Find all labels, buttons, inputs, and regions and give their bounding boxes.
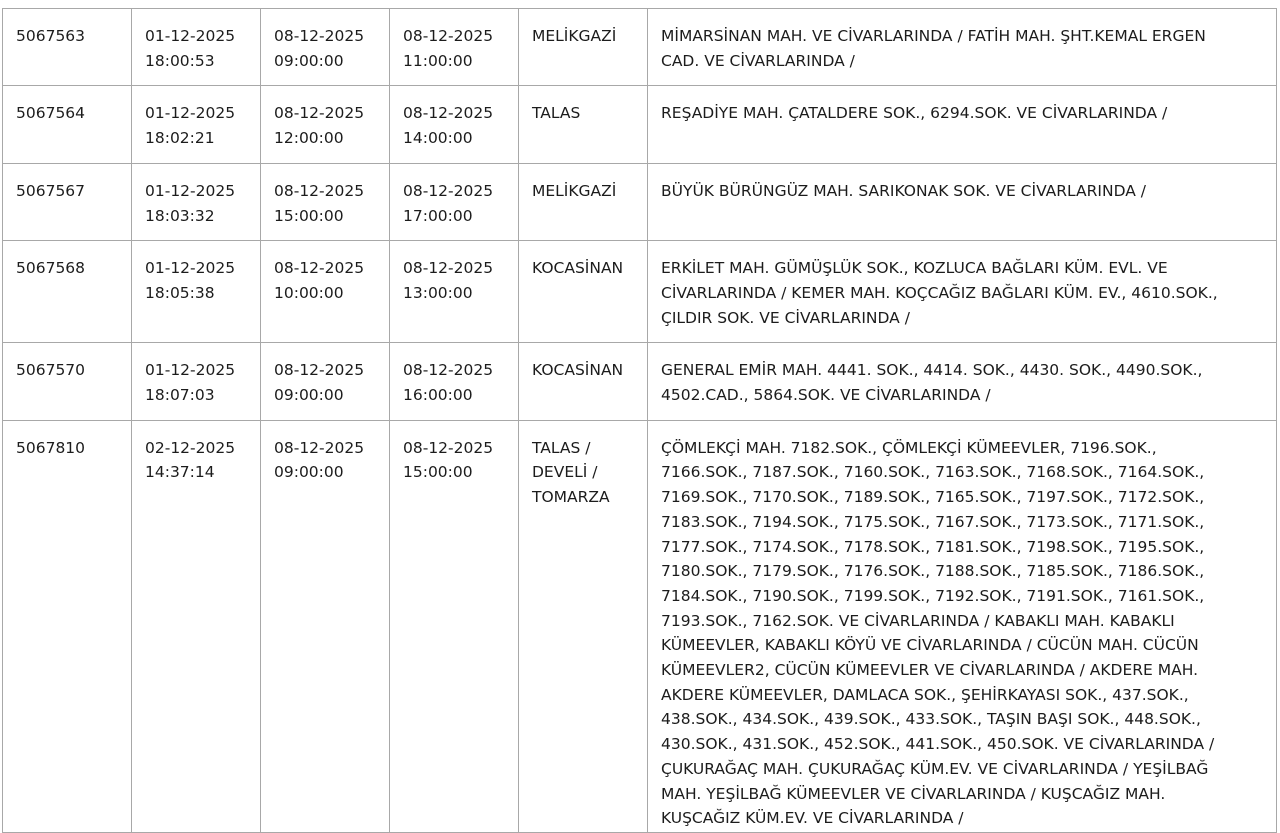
affected-area-cell: MİMARSİNAN MAH. VE CİVARLARINDA / FATİH MAH. ŞHT.KEMAL ERGEN CAD. VE CİVARLARINDA / [648, 9, 1277, 86]
recorded-time-cell: 01-12-2025 18:05:38 [132, 241, 261, 343]
start-time-cell: 08-12-2025 09:00:00 [261, 9, 390, 86]
table-row [3, 343, 1277, 420]
affected-area-cell: ÇÖMLEKÇİ MAH. 7182.SOK., ÇÖMLEKÇİ KÜMEEVLER, 7196.SOK., 7166.SOK., 7187.SOK., 7160.SOK., 7163.SOK., 7168.SOK., 7164.SOK., 7169.SOK., 7170.SOK., 7189.SOK., 7165.SOK., 7197.SOK., 7172.SOK., 7183.SOK., 7194.SOK., 7175.SOK., 7167.SOK., 7173.SOK., 7171.SOK., 7177.SOK., 7174.SOK., 7178.SOK., 7181.SOK., 7198.SOK., 7195.SOK., 7180.SOK., 7179.SOK., 7176.SOK., 7188.SOK., 7185.SOK., 7186.SOK., 7184.SOK., 7190.SOK., 7199.SOK., 7192.SOK., 7191.SOK., 7161.SOK., 7193.SOK., 7162.SOK. VE CİVARLARINDA / KABAKLI MAH. KABAKLI KÜMEEVLER, KABAKLI KÖYÜ VE CİVARLARINDA / CÜCÜN MAH. CÜCÜN KÜMEEVLER2, CÜCÜN KÜMEEVLER VE CİVARLARINDA / AKDERE MAH. AKDERE KÜMEEVLER, DAMLACA SOK., ŞEHİRKAYASI SOK., 437.SOK., 438.SOK., 434.SOK., 439.SOK., 433.SOK., TAŞIN BAŞI SOK., 448.SOK., 430.SOK., 431.SOK., 452.SOK., 441.SOK., 450.SOK. VE CİVARLARINDA / ÇUKURAĞAÇ MAH. ÇUKURAĞAÇ KÜM.EV. VE CİVARLARINDA / YEŞİLBAĞ MAH. YEŞİLBAĞ KÜMEEVLER VE CİVARLARINDA / KUŞCAĞIZ MAH. KUŞCAĞIZ KÜM.EV. VE CİVARLARINDA / [648, 420, 1277, 832]
recorded-time-cell: 01-12-2025 18:02:21 [132, 86, 261, 163]
outage-id-cell: 5067570 [3, 343, 132, 420]
end-time-cell: 08-12-2025 11:00:00 [390, 9, 519, 86]
table-row [3, 9, 1277, 86]
end-time-cell: 08-12-2025 15:00:00 [390, 420, 519, 832]
end-time-cell: 08-12-2025 14:00:00 [390, 86, 519, 163]
start-time-cell: 08-12-2025 15:00:00 [261, 163, 390, 240]
end-time-cell: 08-12-2025 17:00:00 [390, 163, 519, 240]
recorded-time-cell: 01-12-2025 18:00:53 [132, 9, 261, 86]
affected-area-cell: GENERAL EMİR MAH. 4441. SOK., 4414. SOK., 4430. SOK., 4490.SOK., 4502.CAD., 5864.SOK. VE CİVARLARINDA / [648, 343, 1277, 420]
outage-table [2, 8, 1277, 833]
outage-table-body [3, 9, 1277, 833]
district-cell: TALAS / DEVELİ / TOMARZA [519, 420, 648, 832]
district-cell: KOCASİNAN [519, 241, 648, 343]
outage-id-cell: 5067564 [3, 86, 132, 163]
recorded-time-cell: 01-12-2025 18:03:32 [132, 163, 261, 240]
end-time-cell: 08-12-2025 13:00:00 [390, 241, 519, 343]
district-cell: KOCASİNAN [519, 343, 648, 420]
start-time-cell: 08-12-2025 09:00:00 [261, 420, 390, 832]
outage-id-cell: 5067563 [3, 9, 132, 86]
district-cell: TALAS [519, 86, 648, 163]
recorded-time-cell: 02-12-2025 14:37:14 [132, 420, 261, 832]
affected-area-cell: ERKİLET MAH. GÜMÜŞLÜK SOK., KOZLUCA BAĞLARI KÜM. EVL. VE CİVARLARINDA / KEMER MAH. KOÇCAĞIZ BAĞLARI KÜM. EV., 4610.SOK., ÇILDIR SOK. VE CİVARLARINDA / [648, 241, 1277, 343]
district-cell: MELİKGAZİ [519, 163, 648, 240]
recorded-time-cell: 01-12-2025 18:07:03 [132, 343, 261, 420]
outage-id-cell: 5067810 [3, 420, 132, 832]
table-row [3, 163, 1277, 240]
district-cell: MELİKGAZİ [519, 9, 648, 86]
start-time-cell: 08-12-2025 12:00:00 [261, 86, 390, 163]
start-time-cell: 08-12-2025 10:00:00 [261, 241, 390, 343]
outage-id-cell: 5067567 [3, 163, 132, 240]
table-row [3, 241, 1277, 343]
start-time-cell: 08-12-2025 09:00:00 [261, 343, 390, 420]
affected-area-cell: REŞADİYE MAH. ÇATALDERE SOK., 6294.SOK. VE CİVARLARINDA / [648, 86, 1277, 163]
table-row [3, 86, 1277, 163]
affected-area-cell: BÜYÜK BÜRÜNGÜZ MAH. SARIKONAK SOK. VE CİVARLARINDA / [648, 163, 1277, 240]
table-row [3, 420, 1277, 832]
end-time-cell: 08-12-2025 16:00:00 [390, 343, 519, 420]
outage-id-cell: 5067568 [3, 241, 132, 343]
